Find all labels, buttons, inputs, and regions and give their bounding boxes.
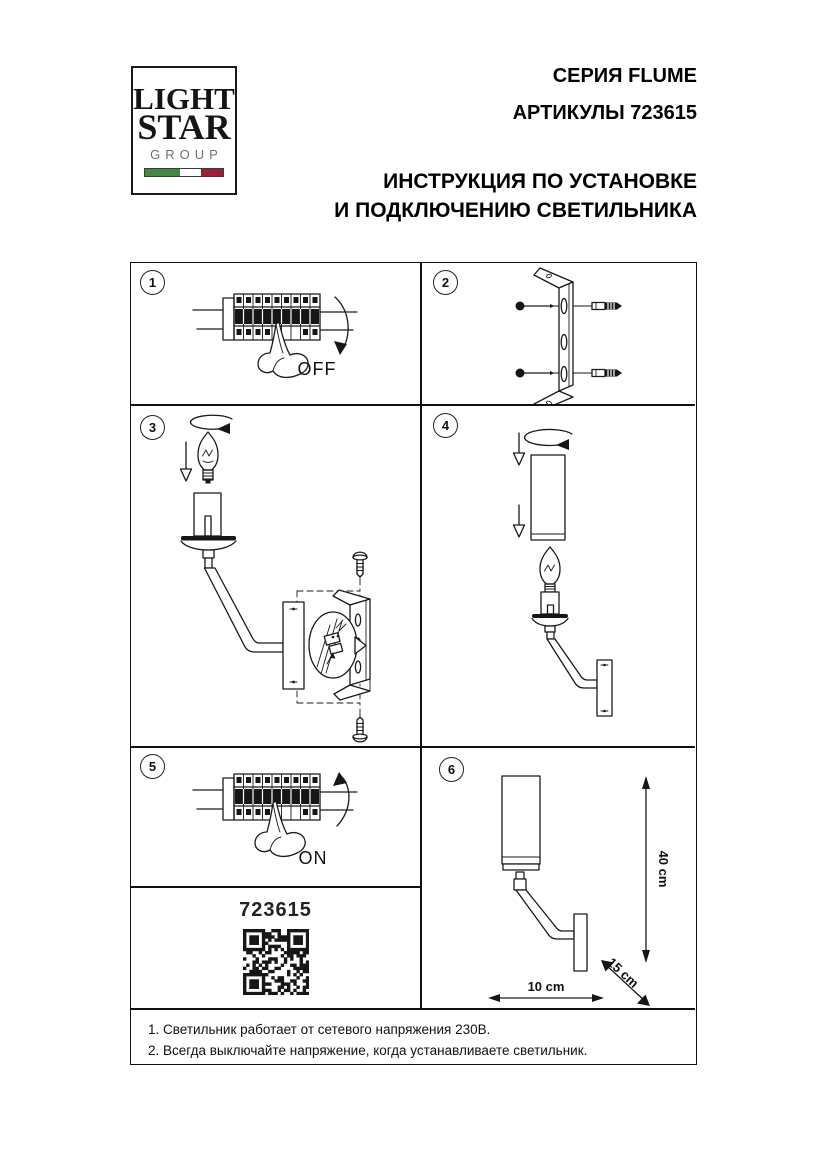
wall-plate <box>597 660 612 716</box>
rotate-off-arrow-icon <box>335 297 348 347</box>
breaker-toggle-band <box>235 789 319 804</box>
cylinder-shade <box>531 455 565 540</box>
step-number: 4 <box>441 418 450 433</box>
lightstar-logo <box>131 66 237 195</box>
dimensions-illustration <box>422 748 698 1008</box>
bracket-screws-illustration <box>422 263 698 404</box>
panel-step-1 <box>131 263 420 404</box>
wall-anchor-icon <box>592 303 622 377</box>
logo-word-group: GROUP <box>150 147 223 162</box>
step-number-badge <box>439 757 464 782</box>
step-number-badge <box>433 270 458 295</box>
logo-word-light: LIGHT <box>133 81 235 116</box>
breaker-off-illustration <box>131 263 420 404</box>
footer-note-1: 1. Светильник работает от сетевого напряжения 230В. <box>148 1022 491 1037</box>
step-number-badge <box>140 754 165 779</box>
step-number-badge <box>433 413 458 438</box>
flag-red-segment <box>201 169 223 176</box>
breaker-toggle-band <box>235 309 319 324</box>
breaker-terminals-top <box>237 297 318 303</box>
panel-step-4 <box>422 406 698 746</box>
breaker-on-illustration <box>131 748 420 886</box>
width-dim-label: 10 cm <box>527 979 565 994</box>
mounting-screw-bottom-icon <box>353 717 367 742</box>
lamp-flange <box>181 536 236 541</box>
off-label: OFF <box>297 359 337 379</box>
step-number-badge <box>140 415 165 440</box>
logo-flag-stripe <box>144 168 224 177</box>
footer-notes <box>131 1010 695 1067</box>
lamp-arm <box>516 890 574 939</box>
step-number: 6 <box>447 762 456 777</box>
lamp-flange <box>532 614 568 618</box>
panel-step-2 <box>422 263 698 404</box>
step-number: 1 <box>148 275 157 290</box>
step-number-badge <box>140 270 165 295</box>
header-titles <box>513 58 697 132</box>
logo-word-star: STAR <box>137 107 231 147</box>
flag-green-segment <box>145 169 180 176</box>
shade-install-illustration <box>422 406 698 746</box>
instruction-title <box>334 167 697 225</box>
candle-sleeve <box>194 493 221 536</box>
on-label: ON <box>298 848 328 868</box>
instruction-title-line2: И ПОДКЛЮЧЕНИЮ СВЕТИЛЬНИКА <box>334 199 697 222</box>
cylinder-shade <box>502 776 540 864</box>
qr-code <box>243 929 309 995</box>
panel-step-5 <box>131 748 420 886</box>
wall-plate <box>574 914 587 971</box>
step-number: 3 <box>148 420 157 435</box>
article-qr-block <box>131 888 420 1008</box>
steps-grid <box>130 262 697 1065</box>
lamp-arm <box>547 639 597 688</box>
step-number: 5 <box>148 759 157 774</box>
footer-note-2: 2. Всегда выключайте напряжение, когда устанавливаете светильник. <box>148 1043 588 1058</box>
depth-dimension <box>601 955 650 1006</box>
candle-bulb-icon <box>540 547 560 592</box>
height-dim-label: 40 cm <box>656 850 671 888</box>
depth-dim-label: 15 cm <box>604 954 642 991</box>
candle-bulb-icon <box>198 432 218 484</box>
mounting-screw-top-icon <box>353 552 367 577</box>
instruction-title-line1: ИНСТРУКЦИЯ ПО УСТАНОВКЕ <box>383 170 697 193</box>
panel-step-3 <box>131 406 420 746</box>
panel-step-6 <box>422 748 698 1008</box>
lamp-socket <box>541 592 559 614</box>
step-number: 2 <box>441 275 450 290</box>
rotate-on-arrow-icon <box>337 778 349 826</box>
lamp-arm <box>205 568 284 652</box>
height-dimension <box>642 776 671 963</box>
series-title: СЕРИЯ FLUME <box>552 65 697 87</box>
articles-title: АРТИКУЛЫ 723615 <box>512 102 697 124</box>
breaker-terminals-top <box>237 777 318 783</box>
article-code: 723615 <box>239 899 312 921</box>
lamp-assembly-illustration <box>131 406 420 746</box>
width-dimension <box>488 979 604 1002</box>
flag-white-segment <box>180 169 201 176</box>
wall-plate <box>283 602 304 689</box>
